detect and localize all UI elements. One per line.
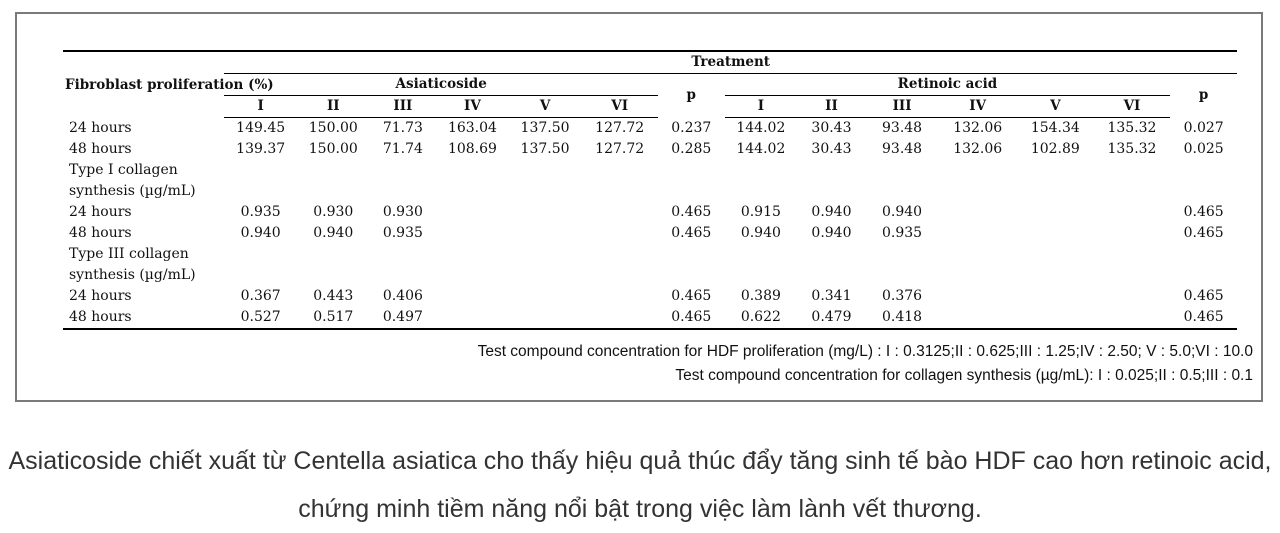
table-cell: 0.527 xyxy=(224,307,297,329)
table-cell xyxy=(1094,160,1171,181)
table-cell xyxy=(436,223,509,244)
table-cell xyxy=(509,286,582,307)
row-label: 24 hours xyxy=(69,288,132,304)
row-header: Fibroblast proliferation (%) xyxy=(63,51,224,118)
table-row xyxy=(63,181,1237,202)
table-cell xyxy=(581,244,658,265)
table-cell xyxy=(658,265,725,286)
table-cell xyxy=(797,265,866,286)
table-cell: 127.72 xyxy=(595,120,645,136)
table-cell: 0.376 xyxy=(882,288,923,304)
table-cell xyxy=(1017,223,1094,244)
table-cell: 132.06 xyxy=(953,141,1003,157)
table-cell: 0.915 xyxy=(740,204,781,220)
table-cell xyxy=(509,307,582,329)
table-cell xyxy=(658,181,725,202)
table-cell xyxy=(1094,181,1171,202)
table-row xyxy=(63,244,1237,265)
table-cell: 163.04 xyxy=(447,120,497,136)
table-cell xyxy=(581,307,658,329)
row-label: Type III collagen xyxy=(69,246,189,262)
table-cell: 0.285 xyxy=(671,141,712,157)
row-label: 48 hours xyxy=(69,141,132,157)
table-cell: 150.00 xyxy=(308,141,358,157)
table-cell: 93.48 xyxy=(882,141,923,157)
table-cell: 135.32 xyxy=(1107,141,1157,157)
column-header: IV xyxy=(938,96,1017,118)
table-cell xyxy=(1017,307,1094,329)
table-cell: 135.32 xyxy=(1107,120,1157,136)
table-cell xyxy=(1094,202,1171,223)
table-cell xyxy=(1017,286,1094,307)
collagen-concentration-note: Test compound concentration for collagen synthesis (µg/mL): I : 0.025;II : 0.5;III : 0.1 xyxy=(675,367,1253,384)
row-label: synthesis (µg/mL) xyxy=(69,267,196,283)
table-cell: 0.940 xyxy=(882,204,923,220)
table-cell xyxy=(581,181,658,202)
table-cell: 30.43 xyxy=(811,141,852,157)
table-cell xyxy=(938,160,1017,181)
treatment-header: Treatment xyxy=(224,51,1237,74)
table-cell: 0.940 xyxy=(740,225,781,241)
table-cell xyxy=(436,181,509,202)
table-row xyxy=(63,286,1237,307)
row-label: 24 hours xyxy=(69,119,132,136)
table-cell: 0.025 xyxy=(1183,141,1224,157)
table-cell xyxy=(797,181,866,202)
table-cell xyxy=(581,265,658,286)
column-header: I xyxy=(725,96,798,118)
table-cell: 144.02 xyxy=(736,141,786,157)
table-cell: 150.00 xyxy=(308,120,358,136)
table-cell: 0.935 xyxy=(382,225,423,241)
column-header: I xyxy=(224,96,297,118)
table-cell: 139.37 xyxy=(236,141,286,157)
table-cell xyxy=(509,181,582,202)
table-cell xyxy=(581,202,658,223)
table-row xyxy=(63,265,1237,286)
table-cell: 0.465 xyxy=(671,225,712,241)
table-cell: 0.027 xyxy=(1183,119,1224,136)
table-cell: 137.50 xyxy=(520,120,570,136)
table-cell xyxy=(1094,307,1171,329)
table-cell xyxy=(436,202,509,223)
table-cell: 132.06 xyxy=(953,120,1003,136)
table-cell xyxy=(797,160,866,181)
table-cell: 0.935 xyxy=(240,204,281,220)
table-cell: 71.74 xyxy=(382,141,423,157)
table-cell xyxy=(224,181,297,202)
table-cell xyxy=(725,265,798,286)
column-header: II xyxy=(297,96,370,118)
column-header: III xyxy=(866,96,939,118)
table-cell xyxy=(1170,181,1237,202)
row-label: synthesis (µg/mL) xyxy=(69,183,196,199)
table-cell: 0.406 xyxy=(382,288,423,304)
table-cell xyxy=(581,223,658,244)
table-cell: 108.69 xyxy=(447,141,497,157)
table-cell xyxy=(370,181,437,202)
table-cell xyxy=(370,265,437,286)
table-cell xyxy=(436,307,509,329)
table-cell xyxy=(370,160,437,181)
table-cell xyxy=(581,160,658,181)
table-cell: 0.465 xyxy=(658,307,725,329)
table-cell xyxy=(938,223,1017,244)
row-label: 48 hours xyxy=(69,225,132,241)
row-label: 24 hours xyxy=(69,204,132,220)
table-cell: 0.465 xyxy=(1183,225,1224,241)
table-cell xyxy=(866,244,939,265)
table-cell: 0.497 xyxy=(370,307,437,329)
table-cell xyxy=(509,202,582,223)
table-cell: 0.930 xyxy=(382,204,423,220)
table-cell: 137.50 xyxy=(520,141,570,157)
table-cell: 0.465 xyxy=(1183,204,1224,220)
table-cell xyxy=(725,244,798,265)
table-cell xyxy=(1017,265,1094,286)
table-cell xyxy=(370,244,437,265)
table-cell xyxy=(297,244,370,265)
table-cell: 154.34 xyxy=(1030,120,1080,136)
table-cell: 0.935 xyxy=(882,225,923,241)
table-cell xyxy=(1017,202,1094,223)
table-cell xyxy=(1170,160,1237,181)
p-header: p xyxy=(1198,87,1209,104)
table-cell xyxy=(581,286,658,307)
column-header: II xyxy=(797,96,866,118)
table-cell xyxy=(658,160,725,181)
table-cell: 0.465 xyxy=(1183,288,1224,304)
table-cell: 0.418 xyxy=(866,307,939,329)
figure-caption: Asiaticoside chiết xuất từ Centella asiatica cho thấy hiệu quả thúc đẩy tăng sinh tế bào HDF cao hơn retinoic acid, chứng minh tiềm năng nổi bật trong việc làm lành vết thương. xyxy=(8,447,1272,523)
table-row xyxy=(63,139,1237,160)
table-cell: 0.367 xyxy=(240,288,281,304)
table-cell xyxy=(866,181,939,202)
table-cell xyxy=(1017,244,1094,265)
table-cell xyxy=(658,244,725,265)
table-cell: 30.43 xyxy=(811,120,852,136)
table-cell xyxy=(436,244,509,265)
table-cell xyxy=(297,160,370,181)
table-cell: 0.443 xyxy=(313,288,354,304)
table-cell: 102.89 xyxy=(1030,141,1080,157)
table-cell xyxy=(725,181,798,202)
proliferation-concentration-note: Test compound concentration for HDF proliferation (mg/L) : I : 0.3125;II : 0.625;III : 1.25;IV : 2.50; V : 5.0;VI : 10.0 xyxy=(477,343,1253,360)
column-header: V xyxy=(509,96,582,118)
table-cell: 0.465 xyxy=(1170,307,1237,329)
table-cell xyxy=(1094,265,1171,286)
table-cell: 0.479 xyxy=(797,307,866,329)
table-cell xyxy=(1017,160,1094,181)
column-header: VI xyxy=(581,96,658,118)
table-cell xyxy=(509,223,582,244)
table-cell xyxy=(509,265,582,286)
table-cell xyxy=(938,244,1017,265)
table-cell: 93.48 xyxy=(882,120,923,136)
group-header-retinoic-acid: Retinoic acid xyxy=(725,74,1171,96)
column-header: IV xyxy=(436,96,509,118)
table-cell: 0.940 xyxy=(811,204,852,220)
table-row xyxy=(63,160,1237,181)
table-cell xyxy=(1170,265,1237,286)
table-row xyxy=(63,307,1237,329)
table-cell xyxy=(1017,181,1094,202)
table-cell: 0.940 xyxy=(811,225,852,241)
table-cell xyxy=(1094,244,1171,265)
table-cell: 149.45 xyxy=(236,120,286,136)
table-cell xyxy=(1094,223,1171,244)
table-cell xyxy=(938,181,1017,202)
table-cell xyxy=(725,160,798,181)
group-header-asiaticoside: Asiaticoside xyxy=(224,74,658,96)
row-label: Type I collagen xyxy=(69,162,178,178)
table-cell xyxy=(1094,286,1171,307)
table-row xyxy=(63,202,1237,223)
table-cell xyxy=(797,244,866,265)
table-cell: 71.73 xyxy=(382,120,423,136)
table-cell xyxy=(938,265,1017,286)
table-row xyxy=(63,223,1237,244)
table-cell: 0.622 xyxy=(725,307,798,329)
table-cell xyxy=(297,265,370,286)
results-table xyxy=(63,50,1237,330)
table-figure xyxy=(15,12,1263,402)
table-cell xyxy=(224,160,297,181)
table-cell: 0.940 xyxy=(313,225,354,241)
table-row xyxy=(63,118,1237,140)
table-cell xyxy=(224,265,297,286)
table-cell: 127.72 xyxy=(595,141,645,157)
p-header: p xyxy=(686,87,696,104)
table-cell: 0.389 xyxy=(740,288,781,304)
table-cell xyxy=(436,286,509,307)
column-header: V xyxy=(1017,96,1094,118)
column-header: III xyxy=(370,96,437,118)
table-cell xyxy=(1170,244,1237,265)
table-cell xyxy=(509,160,582,181)
table-cell xyxy=(938,307,1017,329)
table-cell: 0.930 xyxy=(313,204,354,220)
row-label: 48 hours xyxy=(63,307,224,329)
table-cell xyxy=(866,160,939,181)
table-cell xyxy=(436,160,509,181)
table-cell: 0.465 xyxy=(671,204,712,220)
table-cell xyxy=(938,286,1017,307)
table-body xyxy=(63,118,1237,330)
table-cell: 0.237 xyxy=(671,119,712,136)
table-cell xyxy=(224,244,297,265)
table-cell: 144.02 xyxy=(736,120,786,136)
table-cell xyxy=(436,265,509,286)
table-cell: 0.940 xyxy=(240,225,281,241)
table-cell xyxy=(938,202,1017,223)
table-cell xyxy=(866,265,939,286)
table-cell xyxy=(509,244,582,265)
table-cell: 0.465 xyxy=(671,288,712,304)
column-header: VI xyxy=(1094,96,1171,118)
table-cell: 0.517 xyxy=(297,307,370,329)
table-cell: 0.341 xyxy=(811,288,852,304)
table-cell xyxy=(297,181,370,202)
